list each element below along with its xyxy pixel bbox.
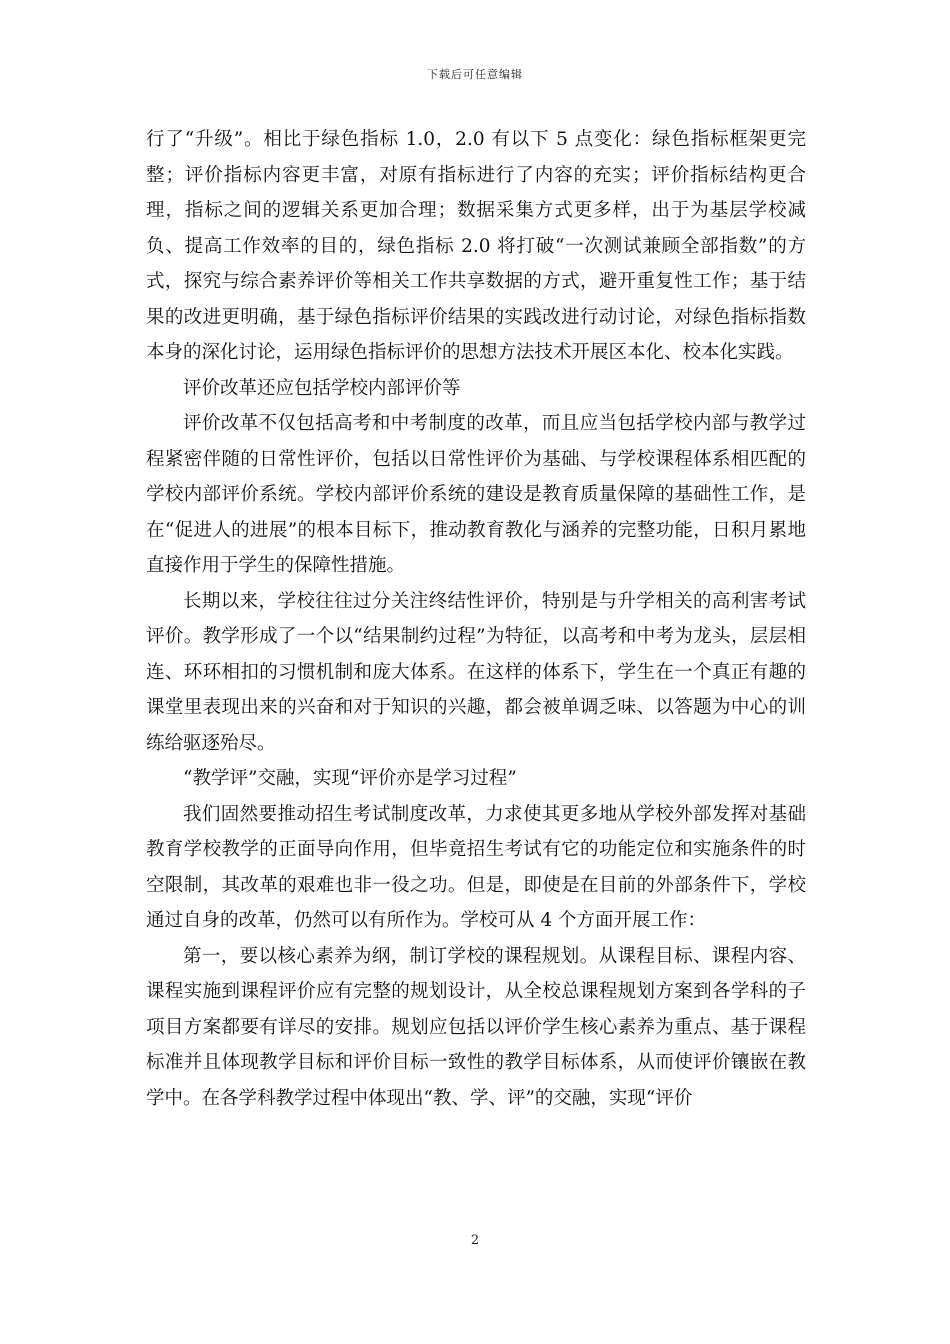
document-body [146, 122, 806, 1116]
paragraph-curriculum-planning: 第一，要以核心素养为纲，制订学校的课程规划。从课程目标、课程内容、课程实施到课程评价应有完整的规划设计，从全校总课程规划方案到各学科的子项目方案都要有详尽的安排。规划应包括以评价学生核心素养为重点、基于课程标准并且体现教学目标和评价目标一致性的教学目标体系，从而使评价镶嵌在教学中。在各学科教学过程中体现出“教、学、评”的交融，实现“评价 [146, 945, 806, 1109]
paragraph-green-indicators: 行了“升级”。相比于绿色指标 1.0，2.0 有以下 5 点变化：绿色指标框架更完整；评价指标内容更丰富，对原有指标进行了内容的充实；评价指标结构更合理，指标之间的逻辑关系更加合理；数据采集方式更多样，出于为基层学校减负、提高工作效率的目的，绿色指标 2.0 将打破“一次测试兼顾全部指数”的方式，探究与综合素养评价等相关工作共享数据的方式，避开重复性工作；基于结果的改进更明确，基于绿色指标评价结果的实践改进行动讨论，对绿色指标指数本身的深化讨论，运用绿色指标评价的思想方法技术开展区本化、校本化实践。 [146, 129, 806, 363]
section-heading-internal-evaluation: 评价改革还应包括学校内部评价等 [183, 377, 461, 399]
paragraph-exam-reform: 我们固然要推动招生考试制度改革，力求使其更多地从学校外部发挥对基础教育学校教学的正面导向作用，但毕竟招生考试有它的功能定位和实施条件的时空限制，其改革的艰难也非一役之功。但是，即使是在目前的外部条件下，学校通过自身的改革，仍然可以有所作为。学校可从 4 个方面开展工作： [146, 803, 806, 931]
paragraph-evaluation-reform: 评价改革不仅包括高考和中考制度的改革，而且应当包括学校内部与教学过程紧密伴随的日常性评价，包括以日常性评价为基础、与学校课程体系相匹配的学校内部评价系统。学校内部评价系统的建设是教育质量保障的基础性工作，是在“促进人的进展”的根本目标下，推动教育教化与涵养的完整功能，日积月累地直接作用于学生的保障性措施。 [146, 413, 806, 576]
page-header: 下载后可任意编辑 [427, 68, 523, 81]
paragraph-summative-evaluation: 长期以来，学校往往过分关注终结性评价，特别是与升学相关的高利害考试评价。教学形成了一个以“结果制约过程”为特征，以高考和中考为龙头，层层相连、环环相扣的习惯机制和庞大体系。在这样的体系下，学生在一个真正有趣的课堂里表现出来的兴奋和对于知识的兴趣，都会被单调乏味、以答题为中心的训练给驱逐殆尽。 [146, 590, 806, 754]
page-number: 2 [470, 1233, 480, 1248]
section-heading-teaching-learning-evaluation: “教学评”交融，实现“评价亦是学习过程” [183, 768, 517, 789]
